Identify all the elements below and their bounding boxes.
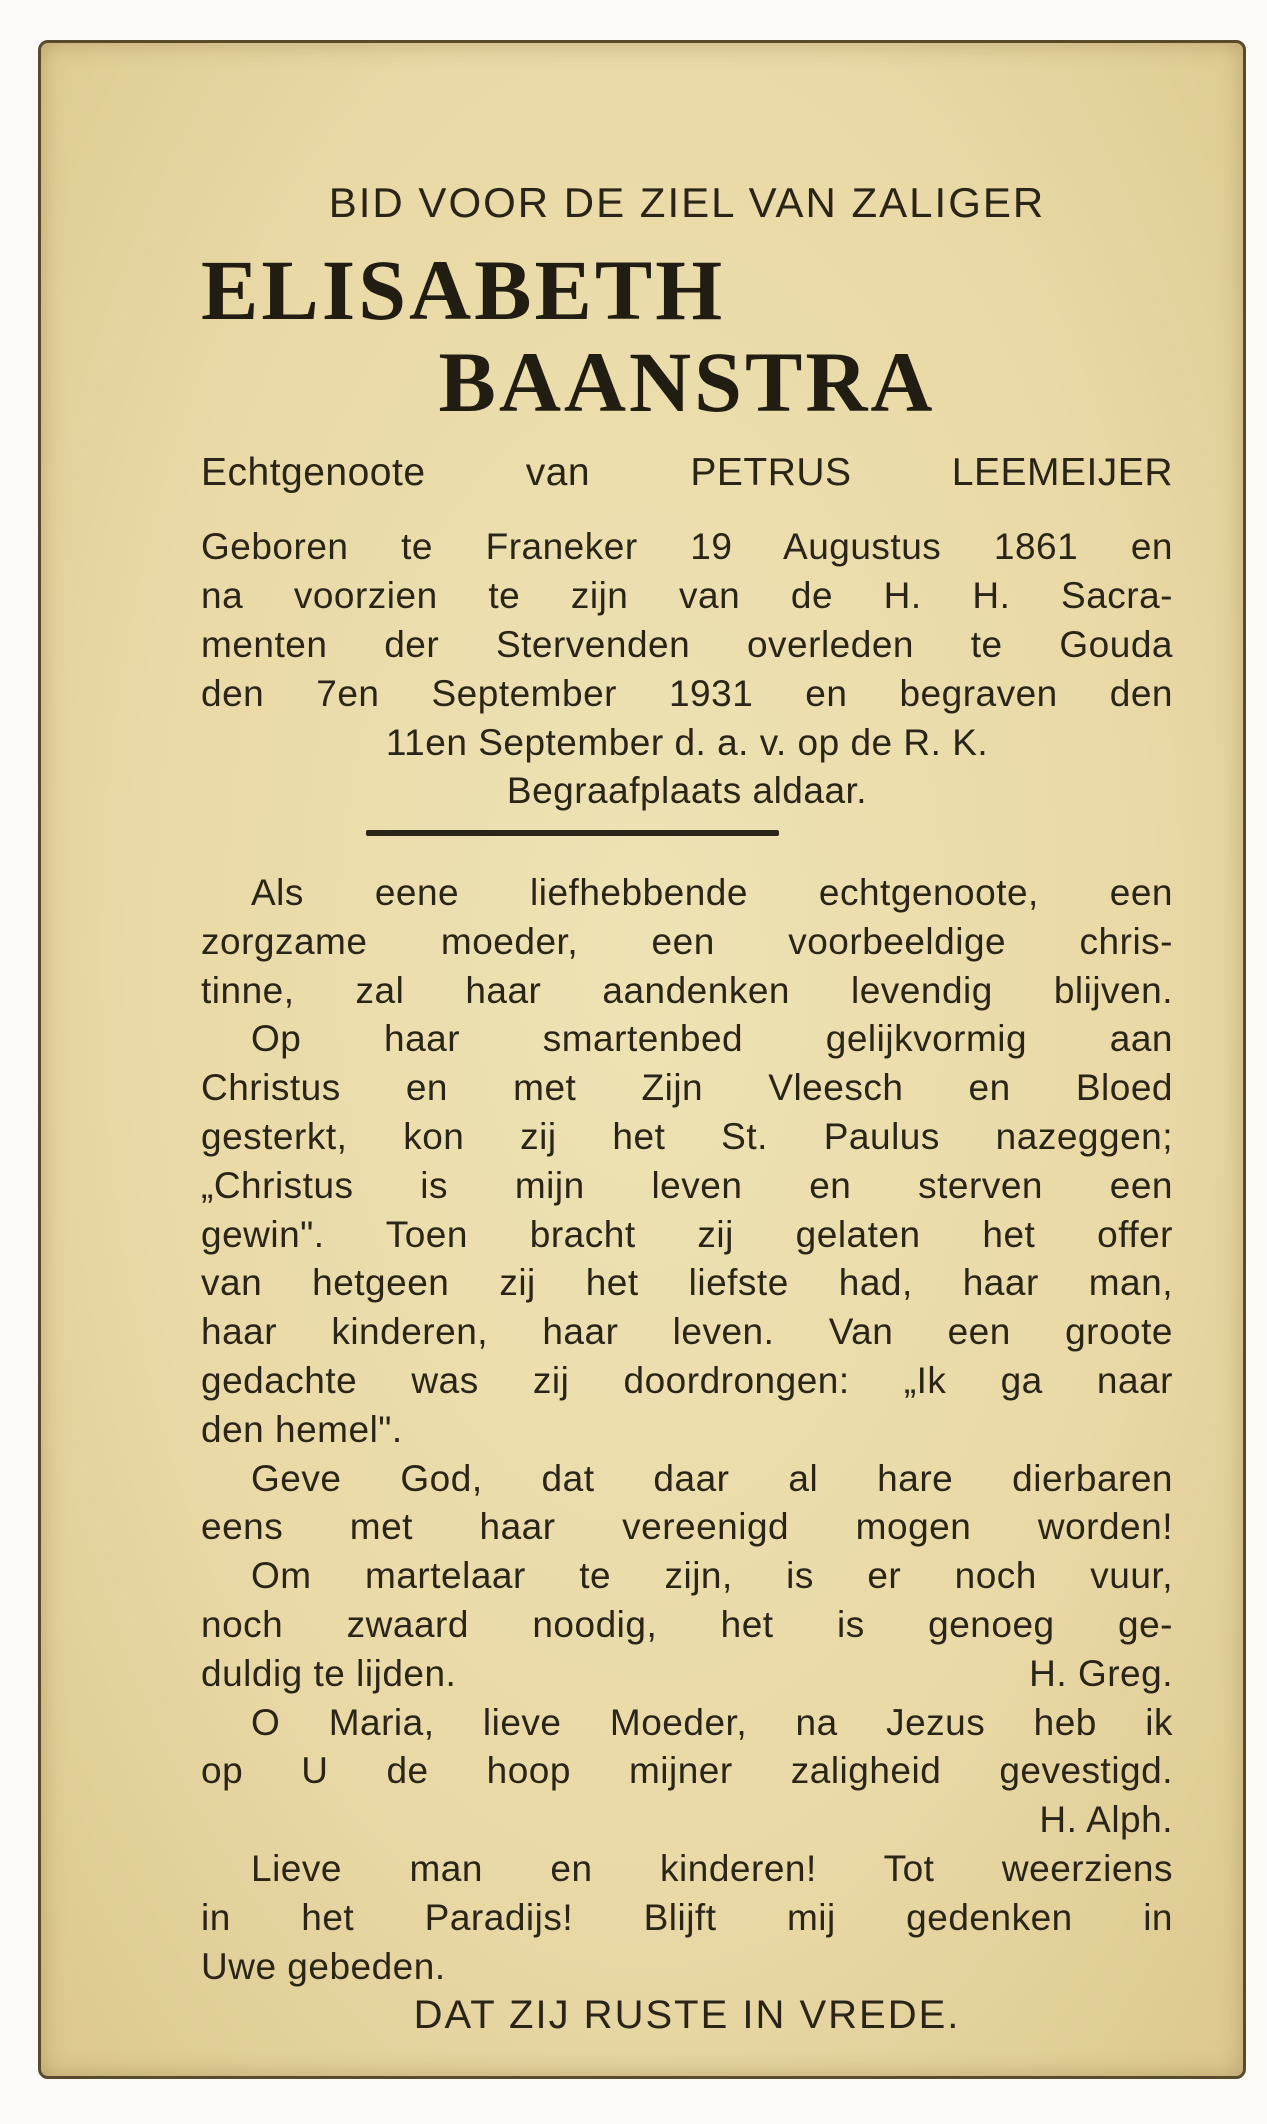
body-line: gesterkt, kon zij het St. Paulus nazeggen;: [201, 1116, 1173, 1157]
body-line: eens met haar vereenigd mogen worden!: [201, 1506, 1173, 1547]
body-line: O Maria, lieve Moeder, na Jezus heb ik: [251, 1702, 1173, 1743]
spouse-line: Echtgenoote van PETRUS LEEMEIJER: [201, 451, 1173, 494]
body-line: duldig te lijden.: [201, 1653, 457, 1694]
body-line: haar kinderen, haar leven. Van een groote: [201, 1311, 1173, 1352]
body-line: Lieve man en kinderen! Tot weerziens: [251, 1848, 1173, 1889]
closing-line: DAT ZIJ RUSTE IN VREDE.: [413, 1993, 961, 2037]
bio-line: 11en September d. a. v. op de R. K.: [385, 722, 989, 763]
body-line-with-attribution: [201, 1648, 1173, 1700]
body-line: gewin". Toen bracht zij gelaten het offer: [201, 1214, 1173, 1255]
body-line: Om martelaar te zijn, is er noch vuur,: [251, 1555, 1173, 1596]
body-line: tinne, zal haar aandenken levendig blijven.: [201, 970, 1173, 1011]
bio-line: menten der Stervenden overleden te Gouda: [201, 624, 1173, 665]
bio-line: Geboren te Franeker 19 Augustus 1861 en: [201, 526, 1173, 567]
body-line: zorgzame moeder, een voorbeeldige chris-: [201, 921, 1173, 962]
body-line: Christus en met Zijn Vleesch en Bloed: [201, 1067, 1173, 1108]
bio-line: den 7en September 1931 en begraven den: [201, 673, 1173, 714]
deceased-name-line1: ELISABETH: [201, 242, 726, 338]
body-line: op U de hoop mijner zaligheid gevestigd.: [201, 1750, 1173, 1791]
body-line: in het Paradijs! Blijft mij gedenken in: [201, 1897, 1173, 1938]
prayer-heading: BID VOOR DE ZIEL VAN ZALIGER: [328, 179, 1046, 226]
body-line: „Christus is mijn leven en sterven een: [201, 1165, 1173, 1206]
body-line: van hetgeen zij het liefste had, haar man,: [201, 1262, 1173, 1303]
body-line: Geve God, dat daar al hare dierbaren: [251, 1458, 1173, 1499]
deceased-name-line2: BAANSTRA: [438, 334, 936, 430]
body-line: gedachte was zij doordrongen: „Ik ga naar: [201, 1360, 1173, 1401]
bio-line: Begraafplaats aldaar.: [506, 770, 868, 811]
divider: [366, 830, 779, 836]
body-line: noch zwaard noodig, het is genoeg ge-: [201, 1604, 1173, 1645]
body-line: Uwe gebeden.: [201, 1946, 446, 1987]
attribution-alph: H. Alph.: [1039, 1799, 1173, 1840]
attribution-greg: H. Greg.: [1029, 1653, 1173, 1694]
body-line: Op haar smartenbed gelijkvormig aan: [251, 1018, 1173, 1059]
bio-line: na voorzien te zijn van de H. H. Sacra-: [201, 575, 1173, 616]
body-line: Als eene liefhebbende echtgenoote, een: [251, 872, 1173, 913]
body-line: den hemel".: [201, 1409, 403, 1450]
memorial-card: [38, 40, 1246, 2079]
